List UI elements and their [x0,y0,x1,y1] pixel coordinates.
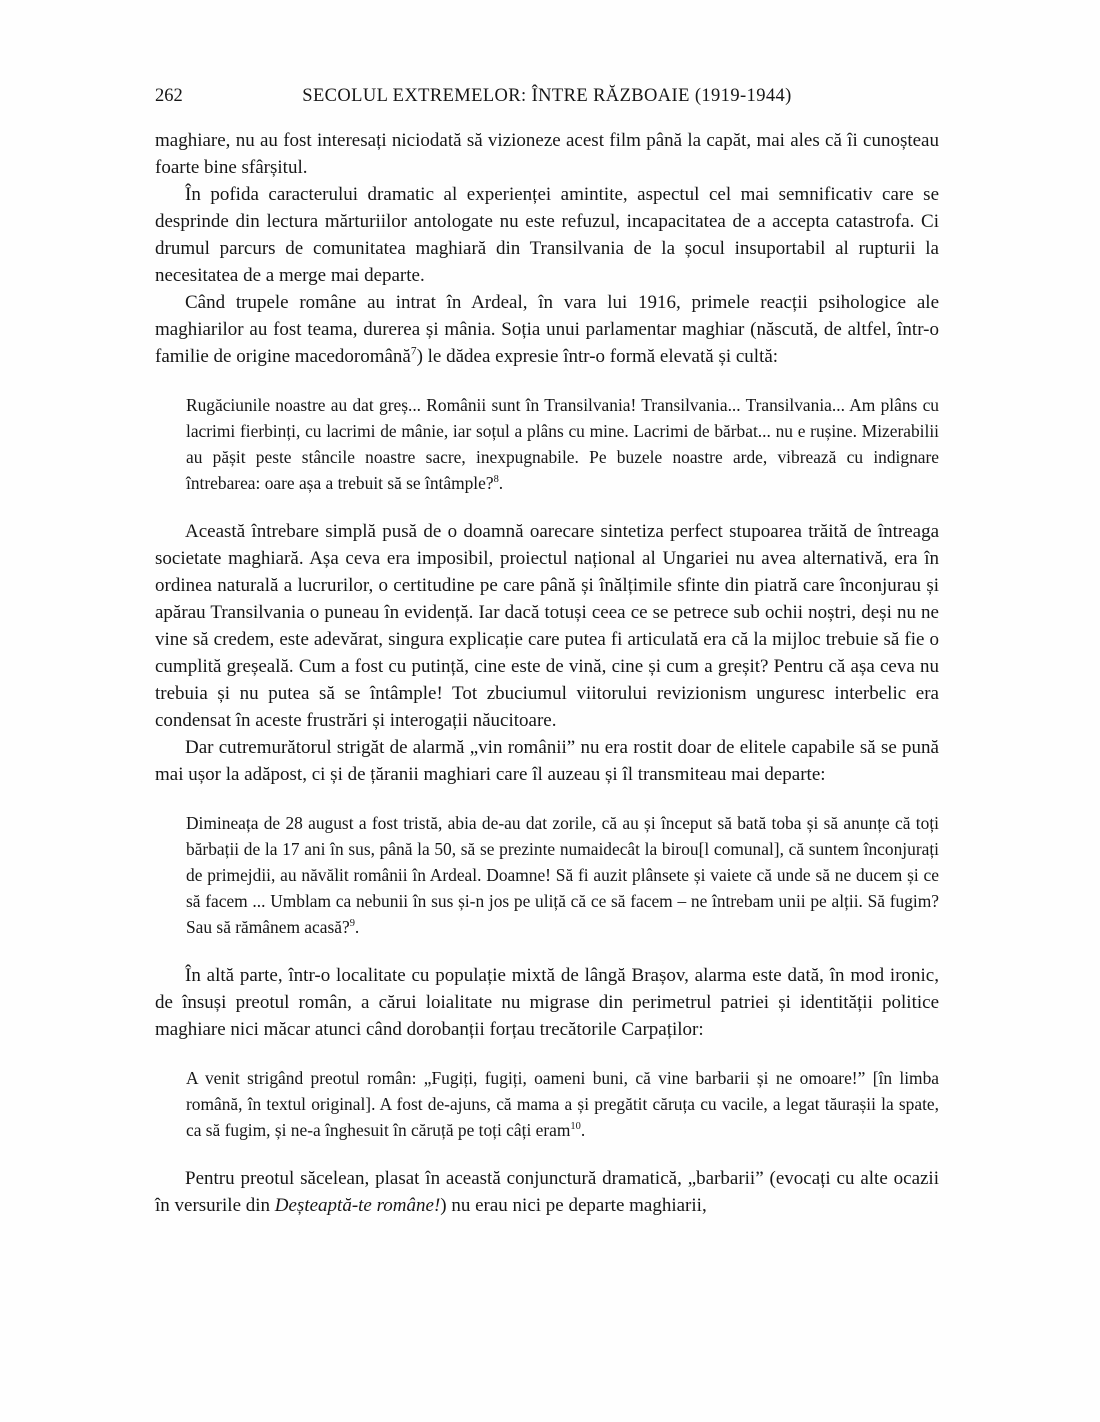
paragraph [155,127,939,181]
block-quote [186,392,939,496]
text-run: ) le dădea expresie într-o formă elevată și cultă: [416,346,779,367]
text-run: În altă parte, într-o localitate cu populație mixtă de lângă Brașov, alarma este dată, în mod ironic, de însuși preotul român, a cărui loialitate nu migrase din perimetrul patriei și identității politice maghiare nici măcar atunci când dorobanții forțau trecătorile Carpaților: [155,965,939,1040]
text-run: Dar cutremurătorul strigăt de alarmă „vin românii” nu era rostit doar de elitele capabile să se pună mai ușor la adăpost, ci și de țăranii maghiari care îl auzeau și îl transmiteau mai departe: [155,737,939,785]
footnote-reference: 10 [570,1121,581,1133]
footnote-reference: 7 [410,345,417,358]
page-header [155,84,939,108]
text-run: ) nu erau nici pe departe maghiarii, [440,1195,707,1216]
paragraph [155,289,939,370]
text-run: A venit strigând preotul român: „Fugiți, fugiți, oameni buni, că vine barbarii și ne omoare!” [în limba română, în textul original]. A fost de-ajuns, că mama a și pregătit căruța cu vacile, a legat tăurașii la spate, ca să fugim, și ne-a înghesuit în căruță pe toți câți eram [186,1068,939,1140]
paragraph [155,518,939,734]
text-run: Pentru preotul săcelean, plasat în această conjunctură dramatică, „barbarii” (evocați cu alte ocazii în versurile din [155,1168,939,1216]
paragraph [155,1165,939,1219]
text-run: Când trupele române au intrat în Ardeal, în vara lui 1916, primele reacții psihologice ale maghiarilor au fost teama, durerea și mânia. Soția unui parlamentar maghiar (născută, de altfel, într-o familie de origine macedoromână [155,292,939,367]
text-run: maghiare, nu au fost interesați niciodată să vizioneze acest film până la capăt, mai ales că îi cunoșteau foarte bine sfârșitul. [155,130,939,178]
text-run: Dimineața de 28 august a fost tristă, abia de-au dat zorile, că au și început să bată toba și să anunțe că toți bărbații de la 17 ani în sus, până la 50, să se prezinte numaidecât la birou[l comunal], că suntem înconjurați de primejdii, au năvălit românii în Ardeal. Doamne! Să fi auzit plânsete și vaiete că unde să ne ducem și ce să facem ... Umblam ca nebunii în sus și-n jos pe uliță că ce să facem – ne întrebam unii pe alții. Să fugim? Sau să rămânem acasă? [186,813,939,937]
italic-title: Deșteaptă-te române! [274,1195,441,1216]
text-run: . [498,473,504,493]
text-run: În pofida caracterului dramatic al experienței amintite, aspectul cel mai semnificativ care se desprinde din lectura mărturiilor antologate nu este refuzul, incapacitatea de a accepta catastrofa. Ci drumul parcurs de comunitatea maghiară din Transilvania de la șocul insuportabil al rupturii la necesitatea de a merge mai departe. [155,184,939,286]
footnote-reference: 8 [493,474,499,486]
running-title: SECOLUL EXTREMELOR: ÎNTRE RĂZBOAIE (1919-1944) [302,86,792,106]
text-run: . [354,917,360,937]
block-quote [186,1065,939,1143]
paragraph [155,181,939,289]
footnote-reference: 9 [349,918,355,930]
paragraph [155,962,939,1043]
text-run: Rugăciunile noastre au dat greș... Românii sunt în Transilvania! Transilvania... Transilvania... Am plâns cu lacrimi fierbinți, cu lacrimi de mânie, iar soțul a plâns cu mine. Lacrimi de bărbat... nu e rușine. Mizerabilii au pășit peste stâncile noastre sacre, inexpugnabile. Pe buzele noastre arde, vibrează cu indignare întrebarea: oare așa a trebuit să se întâmple? [186,395,939,493]
block-quote [186,810,939,940]
paragraph [155,734,939,788]
text-run: . [580,1120,586,1140]
page-body [155,127,939,1219]
page-number: 262 [155,86,183,106]
text-run: Această întrebare simplă pusă de o doamnă oarecare sintetiza perfect stupoarea trăită de întreaga societate maghiară. Așa ceva era imposibil, proiectul național al Ungariei nu avea alternativă, era în ordinea naturală a lucrurilor, o certitudine pe care până și înălțimile sfinte din piatră care înconjurau și apărau Transilvania o puneau în evidență. Iar dacă totuși ceea ce se petrece sub ochii noștri, deși nu ne vine să credem, este adevărat, singura explicație care putea fi articulată era că la mijloc trebuie să fie o cumplită greșeală. Cum a fost cu putință, cine este de vină, cine și cum a greșit? Pentru că așa ceva nu trebuia și nu putea să se întâmple! Tot zbuciumul viitorului revizionism unguresc interbelic era condensat în aceste frustrări și interogații năucitoare. [155,521,939,731]
